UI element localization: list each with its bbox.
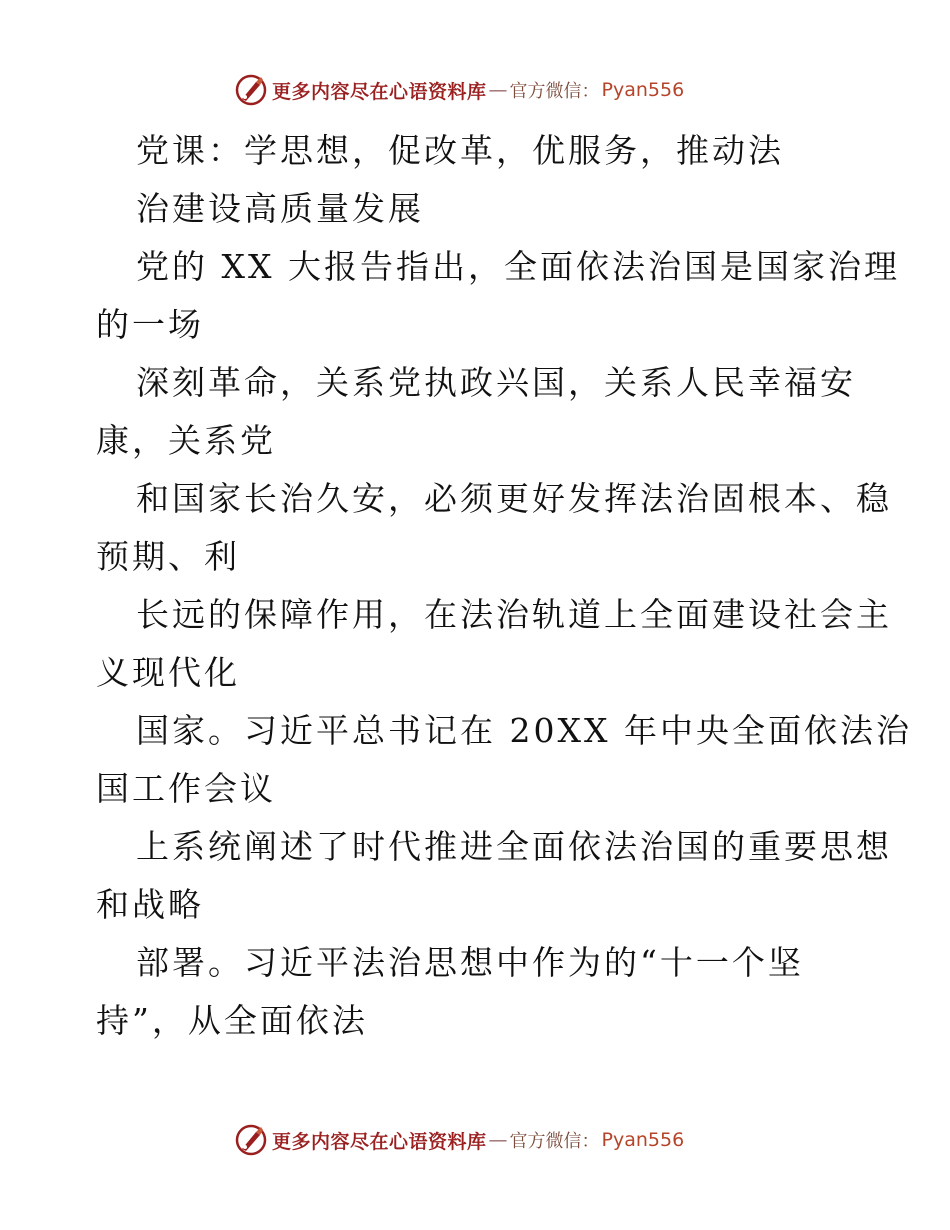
body-line: 上系统阐述了时代推进全面依法治国的重要思想 (136, 827, 892, 866)
footer-watermark-banner (234, 1122, 684, 1158)
body-line: 和战略 (96, 885, 204, 924)
body-line: 康，关系党 (96, 421, 276, 460)
body-line: 和国家长治久安，必须更好发挥法治固根本、稳 (136, 479, 892, 518)
body-line: 部署。习近平法治思想中作为的“十一个坚 (136, 943, 804, 982)
quill-pen-logo-icon (234, 73, 268, 107)
banner-wechat-account: Pyan556 (601, 1129, 685, 1151)
body-line: 国工作会议 (96, 769, 276, 808)
banner-wechat-label: 官方微信： (509, 81, 600, 102)
banner-dash: — (488, 1129, 508, 1151)
body-line: 深刻革命，关系党执政兴国，关系人民幸福安 (136, 363, 856, 402)
body-line: 党课：学思想，促改革，优服务，推动法 (136, 131, 784, 170)
document-body (96, 122, 912, 1050)
banner-wechat-label: 官方微信： (509, 1131, 600, 1152)
body-line: 党的 XX 大报告指出，全面依法治国是国家治理 (136, 247, 900, 286)
body-line: 持”，从全面依法 (96, 1001, 368, 1040)
body-line: 预期、利 (96, 537, 240, 576)
banner-site-text: 更多内容尽在心语资料库 (272, 1130, 487, 1153)
banner-site-text: 更多内容尽在心语资料库 (272, 80, 487, 103)
body-line: 国家。习近平总书记在 20XX 年中央全面依法治 (136, 711, 912, 750)
body-line: 的一场 (96, 305, 204, 344)
body-line: 长远的保障作用，在法治轨道上全面建设社会主 (136, 595, 892, 634)
banner-wechat-account: Pyan556 (601, 79, 685, 101)
header-watermark-banner (234, 72, 684, 108)
quill-pen-logo-icon (234, 1123, 268, 1157)
body-line: 治建设高质量发展 (136, 189, 424, 228)
body-line: 义现代化 (96, 653, 240, 692)
banner-dash: — (488, 79, 508, 101)
